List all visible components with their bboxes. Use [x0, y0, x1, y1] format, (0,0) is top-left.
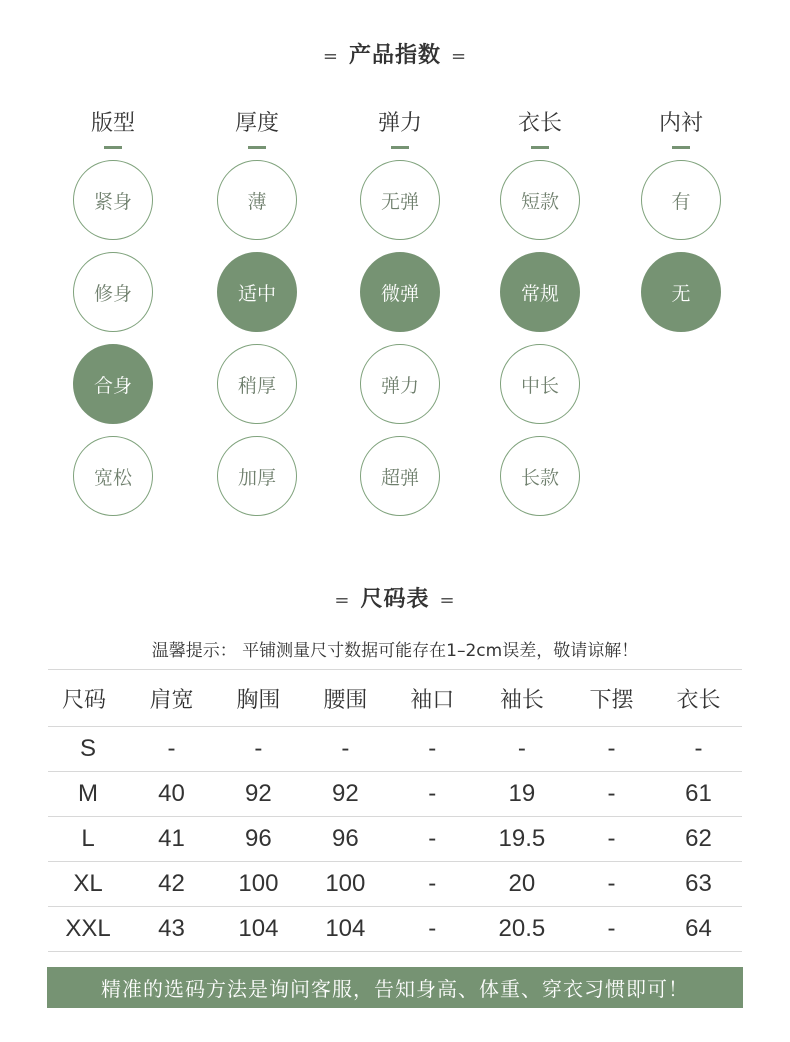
- size-table-column-header: 腰围: [302, 670, 389, 727]
- size-value-cell: -: [568, 772, 655, 817]
- title-deco-left: =: [334, 590, 351, 611]
- size-value-cell: 96: [302, 817, 389, 862]
- column-underline: [672, 146, 690, 149]
- index-option: 长款: [500, 436, 580, 516]
- size-label-cell: XL: [48, 862, 128, 907]
- size-value-cell: 63: [655, 862, 742, 907]
- title-deco-right: =: [451, 46, 468, 67]
- size-value-cell: -: [476, 727, 568, 772]
- size-value-cell: -: [568, 862, 655, 907]
- index-option-selected: 常规: [500, 252, 580, 332]
- size-value-cell: 42: [128, 862, 215, 907]
- size-value-cell: -: [215, 727, 302, 772]
- size-value-cell: 41: [128, 817, 215, 862]
- size-table-row: [48, 817, 742, 862]
- size-table-column-header: 衣长: [655, 670, 742, 727]
- size-table-column-header: 袖口: [389, 670, 476, 727]
- size-value-cell: -: [389, 817, 476, 862]
- size-value-cell: 43: [128, 907, 215, 952]
- size-value-cell: 61: [655, 772, 742, 817]
- index-option-selected: 合身: [73, 344, 153, 424]
- index-column-header: [636, 106, 726, 149]
- size-value-cell: 104: [302, 907, 389, 952]
- index-option: 宽松: [73, 436, 153, 516]
- size-table-row: [48, 772, 742, 817]
- column-underline: [531, 146, 549, 149]
- size-value-cell: 104: [215, 907, 302, 952]
- index-option: 紧身: [73, 160, 153, 240]
- size-value-cell: -: [389, 772, 476, 817]
- index-option: 无弹: [360, 160, 440, 240]
- size-value-cell: 100: [215, 862, 302, 907]
- size-table: [48, 669, 742, 952]
- index-column-label: 衣长: [517, 111, 562, 136]
- size-value-cell: 92: [302, 772, 389, 817]
- index-option: 加厚: [217, 436, 297, 516]
- size-label-cell: XXL: [48, 907, 128, 952]
- size-value-cell: 100: [302, 862, 389, 907]
- size-value-cell: -: [655, 727, 742, 772]
- size-chart-title-text: 尺码表: [360, 587, 430, 612]
- size-table-column-header: 胸围: [215, 670, 302, 727]
- size-table-column-header: 肩宽: [128, 670, 215, 727]
- size-advice-banner: 精准的选码方法是询问客服，告知身高、体重、穿衣习惯即可！: [47, 967, 743, 1008]
- size-value-cell: -: [302, 727, 389, 772]
- size-value-cell: 62: [655, 817, 742, 862]
- size-value-cell: 19.5: [476, 817, 568, 862]
- size-label-cell: S: [48, 727, 128, 772]
- size-chart-title: [0, 582, 790, 613]
- title-deco-right: =: [439, 590, 456, 611]
- size-value-cell: 92: [215, 772, 302, 817]
- size-table-column-header: 下摆: [568, 670, 655, 727]
- index-option-selected: 适中: [217, 252, 297, 332]
- column-underline: [391, 146, 409, 149]
- size-value-cell: -: [568, 907, 655, 952]
- size-table-header: [48, 670, 742, 727]
- size-value-cell: 96: [215, 817, 302, 862]
- size-value-cell: 19: [476, 772, 568, 817]
- size-table-row: [48, 862, 742, 907]
- index-option: 短款: [500, 160, 580, 240]
- product-index-title: [0, 38, 790, 69]
- index-option: 弹力: [360, 344, 440, 424]
- index-option: 超弹: [360, 436, 440, 516]
- index-column-label: 弹力: [377, 111, 422, 136]
- index-column-header: [212, 106, 302, 149]
- index-column-label: 内衬: [658, 111, 703, 136]
- index-option: 稍厚: [217, 344, 297, 424]
- index-column-label: 厚度: [234, 111, 279, 136]
- index-column-header: [355, 106, 445, 149]
- size-value-cell: 64: [655, 907, 742, 952]
- index-option: 修身: [73, 252, 153, 332]
- size-value-cell: -: [568, 817, 655, 862]
- size-value-cell: 20: [476, 862, 568, 907]
- index-column-header: [495, 106, 585, 149]
- size-table-column-header: 尺码: [48, 670, 128, 727]
- column-underline: [104, 146, 122, 149]
- size-value-cell: -: [128, 727, 215, 772]
- index-column-header: [68, 106, 158, 149]
- size-table-body: [48, 727, 742, 952]
- title-deco-left: =: [322, 46, 339, 67]
- column-underline: [248, 146, 266, 149]
- size-table-column-header: 袖长: [476, 670, 568, 727]
- size-table-row: [48, 727, 742, 772]
- size-value-cell: 20.5: [476, 907, 568, 952]
- size-value-cell: -: [389, 907, 476, 952]
- size-table-row: [48, 907, 742, 952]
- index-column-label: 版型: [90, 111, 135, 136]
- size-label-cell: L: [48, 817, 128, 862]
- product-index-title-text: 产品指数: [348, 43, 441, 68]
- size-value-cell: -: [389, 727, 476, 772]
- size-value-cell: -: [389, 862, 476, 907]
- index-option: 有: [641, 160, 721, 240]
- size-label-cell: M: [48, 772, 128, 817]
- index-option-selected: 微弹: [360, 252, 440, 332]
- size-value-cell: 40: [128, 772, 215, 817]
- index-option: 中长: [500, 344, 580, 424]
- index-option-selected: 无: [641, 252, 721, 332]
- index-option: 薄: [217, 160, 297, 240]
- measurement-note: 温馨提示： 平铺测量尺寸数据可能存在1–2cm误差，敬请谅解！: [151, 641, 639, 661]
- size-value-cell: -: [568, 727, 655, 772]
